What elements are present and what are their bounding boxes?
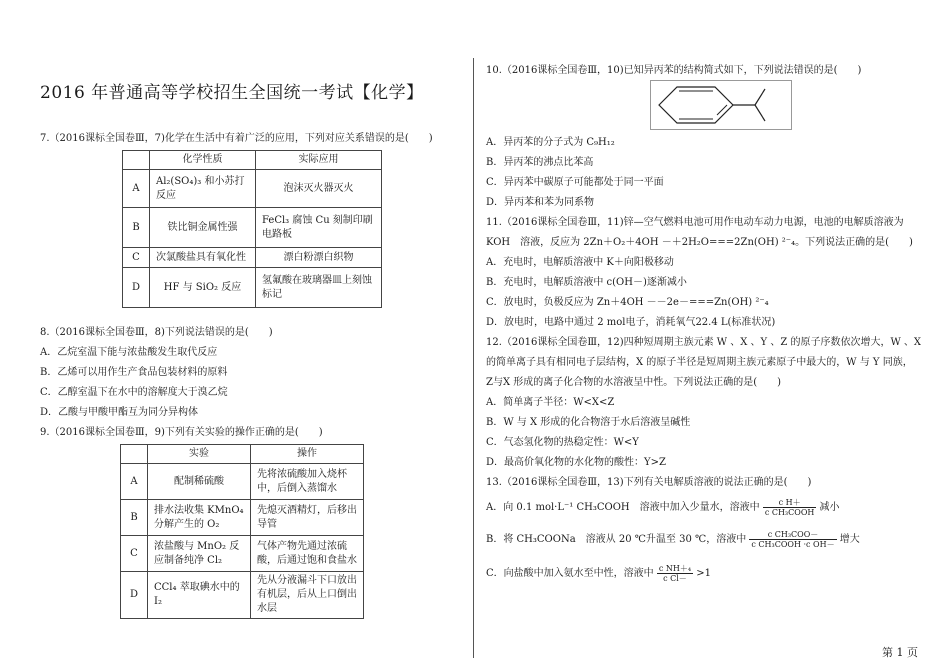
q13-option-c-fraction bbox=[657, 564, 693, 583]
cell-use: 氢氟酸在玻璃器皿上刻蚀标记 bbox=[256, 268, 382, 308]
q11-stem-line1: 11.（2016课标全国卷Ⅲ，11)锌—空气燃料电池可用作电动车动力电源，电池的电解质溶液为 bbox=[486, 217, 904, 228]
q9-stem: 9.（2016课标全国卷Ⅲ，9)下列有关实验的操作正确的是( ) bbox=[40, 427, 323, 438]
cell-op: 先熄灭酒精灯，后移出导管 bbox=[251, 500, 364, 536]
q11-stem-line2: KOH 溶液，反应为 2Zn＋O₂＋4OH －＋2H₂O===2Zn(OH) ²⁻₄。下列说法正确的是( ) bbox=[486, 237, 913, 248]
q10-option-c: C．异丙苯中碳原子可能都处于同一平面 bbox=[486, 177, 664, 188]
table-row bbox=[123, 208, 382, 248]
q9-corner bbox=[121, 445, 148, 464]
row-label: D bbox=[121, 572, 148, 619]
page-number: 第 1 页 bbox=[882, 646, 918, 659]
cell-exp: 配制稀硫酸 bbox=[148, 464, 251, 500]
cell-op: 先从分液漏斗下口放出有机层，后从上口倒出水层 bbox=[251, 572, 364, 619]
fraction-numerator: c NH＋₄ bbox=[658, 564, 692, 573]
cell-op: 气体产物先通过浓硫酸，后通过饱和食盐水 bbox=[251, 536, 364, 572]
row-label: B bbox=[121, 500, 148, 536]
q8-option-a: A．乙烷室温下能与浓盐酸发生取代反应 bbox=[40, 347, 218, 358]
q10-option-b: B．异丙苯的沸点比苯高 bbox=[486, 157, 594, 168]
q10-option-a: A．异丙苯的分子式为 C₉H₁₂ bbox=[486, 137, 615, 148]
q13-stem: 13.（2016课标全国卷Ⅲ，13)下列有关电解质溶液的说法正确的是( ) bbox=[486, 477, 812, 488]
q12-option-d: D．最高价氧化物的水化物的酸性：Y>Z bbox=[486, 457, 666, 468]
cell-prop: Al₂(SO₄)₃ 和小苏打反应 bbox=[150, 170, 256, 208]
fraction-denominator: c CH₃COOH ·c OH－ bbox=[751, 540, 835, 549]
q8-option-c: C．乙醇室温下在水中的溶解度大于溴乙烷 bbox=[40, 387, 228, 398]
q13-option-a-suffix: 减小 bbox=[819, 502, 840, 513]
q13-option-b-fraction bbox=[749, 530, 836, 549]
q8-stem: 8.（2016课标全国卷Ⅲ，8)下列说法错误的是( ) bbox=[40, 327, 273, 338]
cell-exp: CCl₄ 萃取碘水中的 I₂ bbox=[148, 572, 251, 619]
row-label: B bbox=[123, 208, 150, 248]
table-row bbox=[123, 248, 382, 268]
q7-header-use: 实际应用 bbox=[256, 151, 382, 170]
fraction-numerator: c CH₃COO－ bbox=[749, 530, 836, 540]
fraction-denominator: c Cl－ bbox=[663, 574, 687, 583]
q13-option-b-suffix: 增大 bbox=[839, 534, 860, 545]
structure-drawing bbox=[651, 81, 791, 129]
table-row bbox=[121, 572, 364, 619]
q12-stem-line3: Z与X 形成的离子化合物的水溶液呈中性。下列说法正确的是( ) bbox=[486, 377, 782, 388]
q10-stem: 10.（2016课标全国卷Ⅲ，10)已知异丙苯的结构简式如下，下列说法错误的是( ) bbox=[486, 65, 862, 76]
q13-option-a-fraction bbox=[763, 498, 817, 517]
table-row bbox=[121, 536, 364, 572]
row-label: C bbox=[123, 248, 150, 268]
q7-corner bbox=[123, 151, 150, 170]
q7-header-prop: 化学性质 bbox=[150, 151, 256, 170]
cell-prop: 次氯酸盐具有氧化性 bbox=[150, 248, 256, 268]
table-row bbox=[123, 170, 382, 208]
row-label: A bbox=[123, 170, 150, 208]
q13-option-c-suffix: >1 bbox=[696, 568, 711, 579]
cell-exp: 排水法收集 KMnO₄ 分解产生的 O₂ bbox=[148, 500, 251, 536]
q13-option-a bbox=[486, 498, 840, 518]
cell-use: 漂白粉漂白织物 bbox=[256, 248, 382, 268]
cell-prop: 铁比铜金属性强 bbox=[150, 208, 256, 248]
table-row bbox=[121, 464, 364, 500]
row-label: A bbox=[121, 464, 148, 500]
row-label: C bbox=[121, 536, 148, 572]
cell-use: FeCl₃ 腐蚀 Cu 刻制印刷电路板 bbox=[256, 208, 382, 248]
isopropylbenzene-structure bbox=[650, 80, 792, 130]
q11-option-b: B．充电时，电解质溶液中 c(OH－)逐渐减小 bbox=[486, 277, 687, 288]
q8-option-b: B．乙烯可以用作生产食品包装材料的原料 bbox=[40, 367, 228, 378]
row-label: D bbox=[123, 268, 150, 308]
q11-option-c: C．放电时，负极反应为 Zn＋4OH －－2e－===Zn(OH) ²⁻₄ bbox=[486, 297, 769, 308]
q12-stem-line2: 的简单离子具有相同电子层结构，X 的原子半径是短周期主族元素原子中最大的，W 与 Y 同族， bbox=[486, 357, 913, 368]
q11-option-a: A．充电时，电解质溶液中 K＋向阳极移动 bbox=[486, 257, 674, 268]
q7-table bbox=[122, 150, 382, 308]
q11-option-d: D．放电时，电路中通过 2 mol电子，消耗氧气22.4 L(标准状况) bbox=[486, 317, 776, 328]
cell-exp: 浓盐酸与 MnO₂ 反应制备纯净 Cl₂ bbox=[148, 536, 251, 572]
q12-option-c: C．气态氢化物的热稳定性：W<Y bbox=[486, 437, 639, 448]
column-divider bbox=[473, 58, 474, 658]
q9-table bbox=[120, 444, 364, 619]
cell-prop: HF 与 SiO₂ 反应 bbox=[150, 268, 256, 308]
q12-stem-line1: 12.（2016课标全国卷Ⅲ，12)四种短周期主族元素 W 、X 、Y 、Z 的原子序数依次增大，W 、X bbox=[486, 337, 922, 348]
q9-header-op: 操作 bbox=[251, 445, 364, 464]
fraction-numerator: c H＋ bbox=[763, 498, 817, 508]
q9-header-exp: 实验 bbox=[148, 445, 251, 464]
q8-option-d: D．乙酸与甲酸甲酯互为同分异构体 bbox=[40, 407, 199, 418]
page-title: 2016 年普通高等学校招生全国统一考试【化学】 bbox=[40, 83, 424, 103]
cell-use: 泡沫灭火器灭火 bbox=[256, 170, 382, 208]
left-column bbox=[0, 0, 470, 672]
table-row bbox=[121, 500, 364, 536]
cell-op: 先将浓硫酸加入烧杯中，后倒入蒸馏水 bbox=[251, 464, 364, 500]
table-row bbox=[123, 268, 382, 308]
q13-option-c-text: C．向盐酸中加入氨水至中性，溶液中 bbox=[486, 568, 654, 579]
q13-option-c bbox=[486, 564, 711, 584]
q13-option-b-text: B．将 CH₃COONa 溶液从 20 ℃升温至 30 ℃，溶液中 bbox=[486, 534, 747, 545]
q12-option-a: A．简单离子半径：W<X<Z bbox=[486, 397, 615, 408]
q13-option-a-text: A．向 0.1 mol·L⁻¹ CH₃COOH 溶液中加入少量水，溶液中 bbox=[486, 502, 760, 513]
q10-option-d: D．异丙苯和苯为同系物 bbox=[486, 197, 595, 208]
q7-stem: 7.（2016课标全国卷Ⅲ，7)化学在生活中有着广泛的应用，下列对应关系错误的是( ) bbox=[40, 133, 433, 144]
fraction-denominator: c CH₃COOH bbox=[764, 508, 815, 517]
q12-option-b: B．W 与 X 形成的化合物溶于水后溶液呈碱性 bbox=[486, 417, 691, 428]
q13-option-b bbox=[486, 530, 860, 550]
